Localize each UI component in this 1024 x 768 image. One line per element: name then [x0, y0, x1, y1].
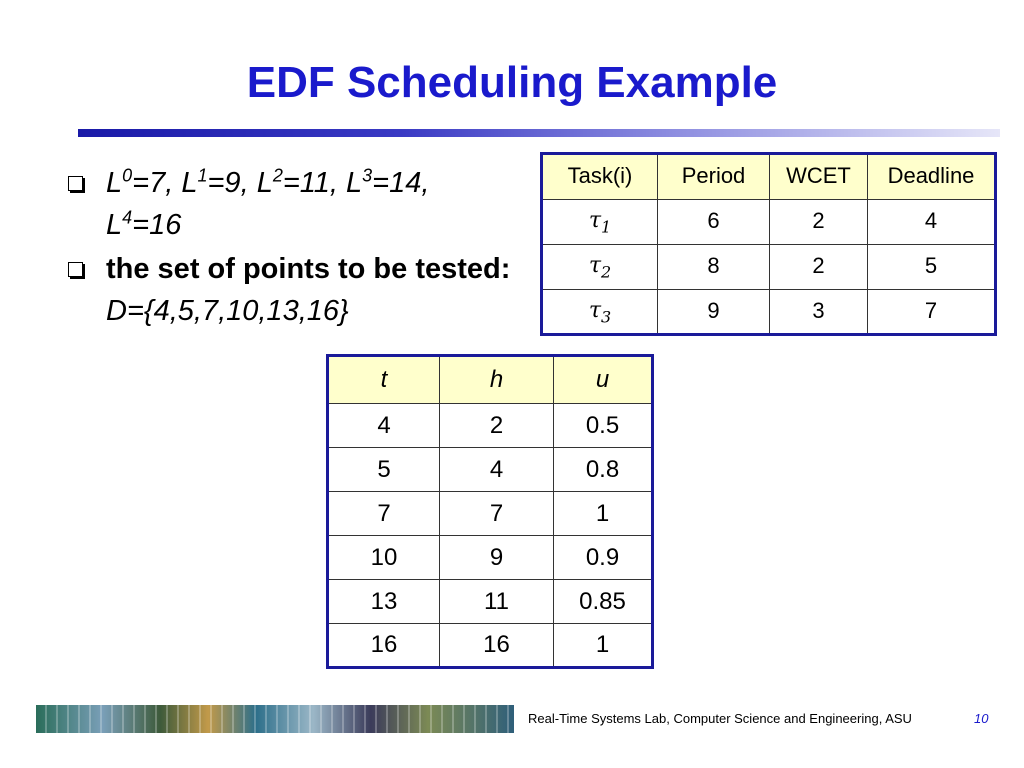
task-name — [542, 290, 658, 335]
l4-value: =16 — [132, 209, 182, 241]
table-row — [328, 448, 653, 492]
l-symbol: L — [256, 167, 273, 199]
l2-value: =11, — [282, 167, 346, 199]
task-index: 3 — [600, 307, 612, 327]
task-index: 1 — [600, 217, 612, 237]
table-row — [542, 245, 996, 290]
cell-t: 5 — [328, 448, 440, 492]
cell-t: 13 — [328, 580, 440, 624]
test-points-table — [326, 354, 654, 669]
cell-u: 0.8 — [554, 448, 653, 492]
task-wcet: 3 — [770, 290, 868, 335]
tau-symbol: τ — [588, 208, 601, 233]
cell-u: 0.85 — [554, 580, 653, 624]
l1-value: =9, — [207, 167, 257, 199]
footer-image-strip — [36, 705, 514, 733]
l-symbol: L — [181, 167, 198, 199]
task-deadline: 4 — [868, 200, 996, 245]
header-deadline: Deadline — [868, 154, 996, 200]
task-name — [542, 200, 658, 245]
l0-superscript: 0 — [122, 165, 133, 186]
table-row — [328, 492, 653, 536]
cell-u: 1 — [554, 492, 653, 536]
cell-h: 7 — [440, 492, 554, 536]
cell-h: 16 — [440, 624, 554, 668]
l0-value: =7, — [132, 167, 182, 199]
task-wcet: 2 — [770, 200, 868, 245]
cell-t: 16 — [328, 624, 440, 668]
cell-h: 2 — [440, 404, 554, 448]
cell-u: 1 — [554, 624, 653, 668]
header-period: Period — [658, 154, 770, 200]
cell-t: 7 — [328, 492, 440, 536]
header-u: u — [554, 356, 653, 404]
l-symbol: L — [106, 167, 123, 199]
test-points-label: the set of points to be tested: — [106, 253, 511, 285]
l-values-text — [106, 167, 429, 241]
l3-superscript: 3 — [362, 165, 373, 186]
bullet-list — [66, 162, 526, 332]
tau-symbol: τ — [588, 253, 601, 278]
task-period: 9 — [658, 290, 770, 335]
cell-t: 4 — [328, 404, 440, 448]
checkbox-bullet-icon — [68, 176, 83, 191]
cell-t: 10 — [328, 536, 440, 580]
task-period: 8 — [658, 245, 770, 290]
task-period: 6 — [658, 200, 770, 245]
l2-superscript: 2 — [272, 165, 283, 186]
page-number: 10 — [974, 711, 989, 726]
table-row — [542, 290, 996, 335]
table-row — [328, 624, 653, 668]
task-deadline: 7 — [868, 290, 996, 335]
table-row — [328, 404, 653, 448]
l-symbol: L — [346, 167, 363, 199]
header-wcet: WCET — [770, 154, 868, 200]
bullet-busy-periods — [66, 162, 526, 246]
task-table-header-row — [542, 154, 996, 200]
l1-superscript: 1 — [197, 165, 208, 186]
table-row — [542, 200, 996, 245]
table-row — [328, 580, 653, 624]
slide-title: EDF Scheduling Example — [246, 58, 778, 107]
task-table — [540, 152, 997, 336]
title-divider — [78, 129, 1000, 137]
l4-superscript: 4 — [122, 207, 133, 228]
header-task: Task(i) — [542, 154, 658, 200]
task-wcet: 2 — [770, 245, 868, 290]
task-name — [542, 245, 658, 290]
cell-h: 4 — [440, 448, 554, 492]
test-points-set: D={4,5,7,10,13,16} — [106, 295, 349, 327]
cell-h: 9 — [440, 536, 554, 580]
task-deadline: 5 — [868, 245, 996, 290]
checkbox-bullet-icon — [68, 262, 83, 277]
l-symbol: L — [106, 209, 123, 241]
l3-value: =14, — [372, 167, 430, 199]
cell-u: 0.5 — [554, 404, 653, 448]
tau-symbol: τ — [588, 298, 601, 323]
footer-lab-name: Real-Time Systems Lab, Computer Science and Engineering, ASU — [528, 711, 912, 726]
table-row — [328, 536, 653, 580]
test-table-header-row — [328, 356, 653, 404]
header-t: t — [328, 356, 440, 404]
task-index: 2 — [600, 262, 612, 282]
cell-h: 11 — [440, 580, 554, 624]
header-h: h — [440, 356, 554, 404]
bullet-test-points — [66, 248, 526, 332]
cell-u: 0.9 — [554, 536, 653, 580]
